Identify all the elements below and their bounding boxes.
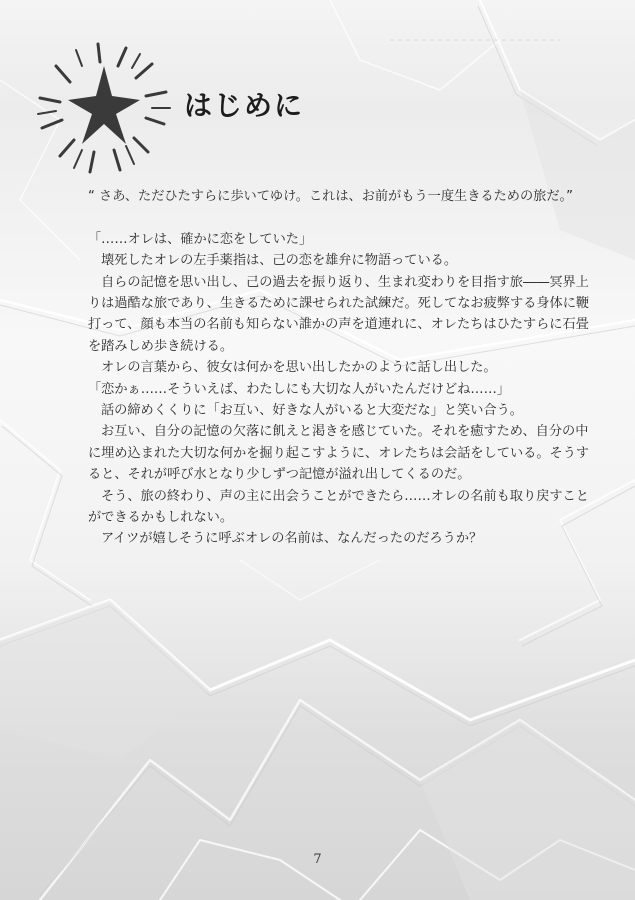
heading-block [36, 40, 305, 180]
body-text [88, 186, 588, 550]
text-line: 「……オレは、確かに恋をしていた」 [88, 231, 313, 247]
text-line: に埋め込まれた大切な何かを掘り起こすように、オレたちは会話をしている。そうす [88, 445, 590, 461]
text-line: 壊死したオレの左手薬指は、己の恋を雄弁に物語っている。 [101, 253, 458, 269]
text-line: ると、それが呼び水となり少しずつ記憶が溢れ出してくるのだ。 [88, 467, 471, 483]
text-line: 話の締めくくりに「お互い、好きな人がいると大変だな」と笑い合う。 [101, 403, 523, 419]
text-line: 自らの記憶を思い出し、己の過去を振り返り、生まれ変わりを目指す旅――冥界上 [101, 274, 589, 290]
text-line: アイツが嬉しそうに呼ぶオレの名前は、なんだったのだろうか？ [101, 531, 483, 547]
text-line: を踏みしめ歩き続ける。 [88, 338, 234, 354]
text-line: ができるかもしれない。 [88, 510, 234, 526]
starburst-icon [36, 40, 176, 180]
text-line: お互い、自分の記憶の欠落に飢えと渇きを感じていた。それを癒すため、自分の中 [101, 424, 589, 440]
text-line: そう、旅の終わり、声の主に出会うことができたら……オレの名前も取り戻すこと [101, 488, 589, 504]
paragraph-gap [88, 207, 588, 228]
intro-quote: “ さあ、ただひたすらに歩いてゆけ。これは、お前がもう一度生きるための旅だ。” [88, 189, 573, 204]
text-line: 「恋かぁ……そういえば、わたしにも大切な人がいたんだけどね……」 [88, 381, 510, 397]
page-title: はじめに [184, 89, 305, 122]
text-line: 打って、顔も本当の名前も知らない誰かの声を道連れに、オレたちはひたすらに石畳 [88, 317, 589, 333]
text-line: オレの言葉から、彼女は何かを思い出したかのように話し出した。 [101, 360, 497, 376]
text-line: りは過酷な旅であり、生きるために課せられた試練だ。死してなお疲弊する身体に鞭 [88, 296, 590, 312]
page-number: 7 [313, 852, 322, 867]
